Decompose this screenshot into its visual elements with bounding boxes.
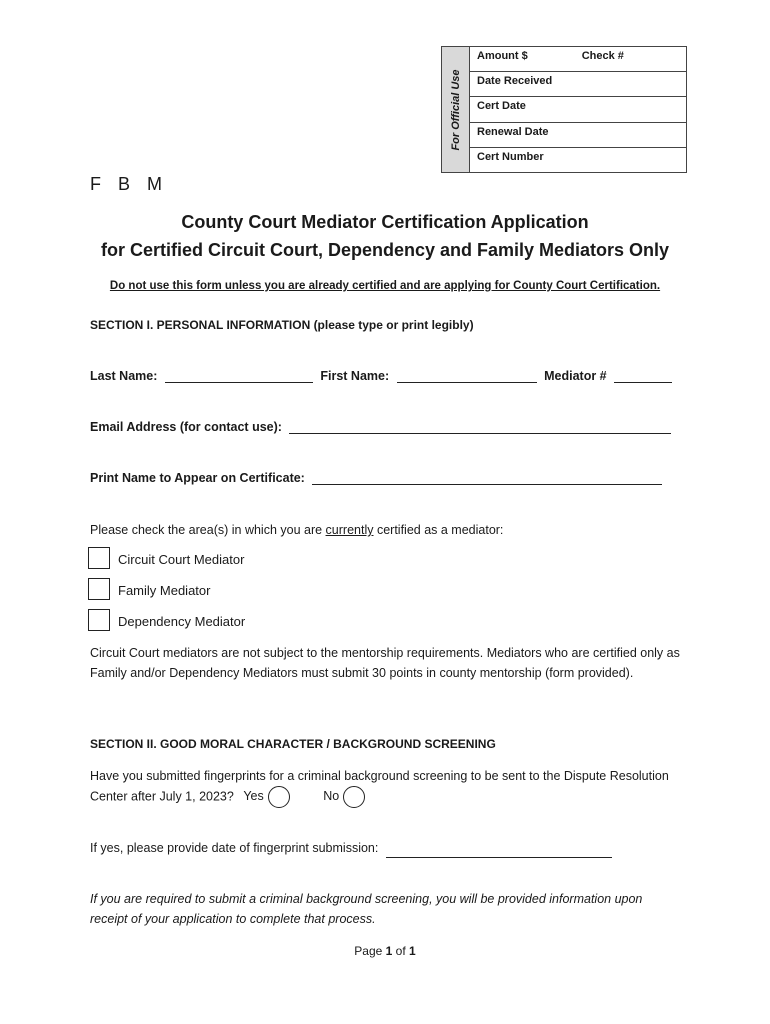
yes-radio[interactable]	[268, 786, 290, 808]
amount-label: Amount $	[477, 50, 528, 62]
print-name-field[interactable]	[312, 471, 662, 485]
form-code: F B M	[90, 174, 162, 194]
first-name-label: First Name:	[320, 369, 390, 383]
section1-heading: SECTION I. PERSONAL INFORMATION (please type or print legibly)	[90, 318, 474, 332]
fingerprint-date-row	[90, 838, 680, 858]
dependency-label: Dependency Mediator	[118, 614, 246, 629]
email-field[interactable]	[289, 420, 671, 434]
fingerprint-date-label: If yes, please provide date of fingerprint submission:	[90, 841, 379, 855]
print-name-row	[90, 471, 662, 485]
page-subtitle: for Certified Circuit Court, Dependency and Family Mediators Only	[100, 240, 670, 260]
last-name-label: Last Name:	[90, 369, 158, 383]
family-checkbox[interactable]	[88, 578, 110, 600]
cert-number-label: Cert Number	[477, 150, 544, 163]
official-use-side-label: For Official Use	[442, 47, 470, 172]
date-received-row[interactable]	[470, 72, 686, 97]
name-row	[90, 369, 672, 383]
no-label: No	[323, 789, 340, 804]
yes-label: Yes	[243, 789, 264, 804]
no-radio[interactable]	[343, 786, 365, 808]
renewal-date-label: Renewal Date	[477, 125, 549, 138]
circuit-court-label: Circuit Court Mediator	[118, 552, 245, 567]
check-prompt: Please check the area(s) in which you are currently certified as a mediator:	[90, 523, 504, 537]
usage-notice: Do not use this form unless you are already certified and are applying for County Court Certification.	[109, 280, 661, 292]
official-use-box	[441, 46, 687, 173]
email-label: Email Address (for contact use):	[90, 420, 282, 434]
page-footer: Page 1 of 1	[354, 944, 416, 958]
last-name-field[interactable]	[165, 369, 313, 383]
date-received-label: Date Received	[477, 75, 553, 88]
check-number-label: Check #	[581, 50, 624, 62]
fingerprint-date-field[interactable]	[386, 844, 612, 858]
fingerprint-question: Have you submitted fingerprints for a criminal background screening to be sent to the Dispute Resolution Center after July 1, 2023? Yes No	[90, 766, 670, 808]
mediator-number-label: Mediator #	[544, 369, 607, 383]
section2-heading: SECTION II. GOOD MORAL CHARACTER / BACKGROUND SCREENING	[90, 737, 496, 751]
cert-date-row[interactable]	[470, 97, 686, 122]
mediator-number-field[interactable]	[614, 369, 672, 383]
cert-date-label: Cert Date	[477, 100, 526, 113]
screening-note: If you are required to submit a criminal background screening, you will be provided information upon receipt of your application to complete that process.	[90, 892, 643, 926]
circuit-court-checkbox[interactable]	[88, 547, 110, 569]
mentorship-note: Circuit Court mediators are not subject to the mentorship requirements. Mediators who are certified only as Family and/or Dependency Mediators must submit 30 points in county mentorship (form provided).	[90, 646, 680, 680]
amount-row[interactable]	[470, 47, 686, 72]
page-title: County Court Mediator Certification Application	[181, 212, 589, 232]
email-row	[90, 420, 671, 434]
renewal-date-row[interactable]	[470, 123, 686, 148]
dependency-checkbox[interactable]	[88, 609, 110, 631]
family-label: Family Mediator	[118, 583, 211, 598]
cert-number-row[interactable]	[470, 148, 686, 172]
print-name-label: Print Name to Appear on Certificate:	[90, 471, 305, 485]
first-name-field[interactable]	[397, 369, 537, 383]
